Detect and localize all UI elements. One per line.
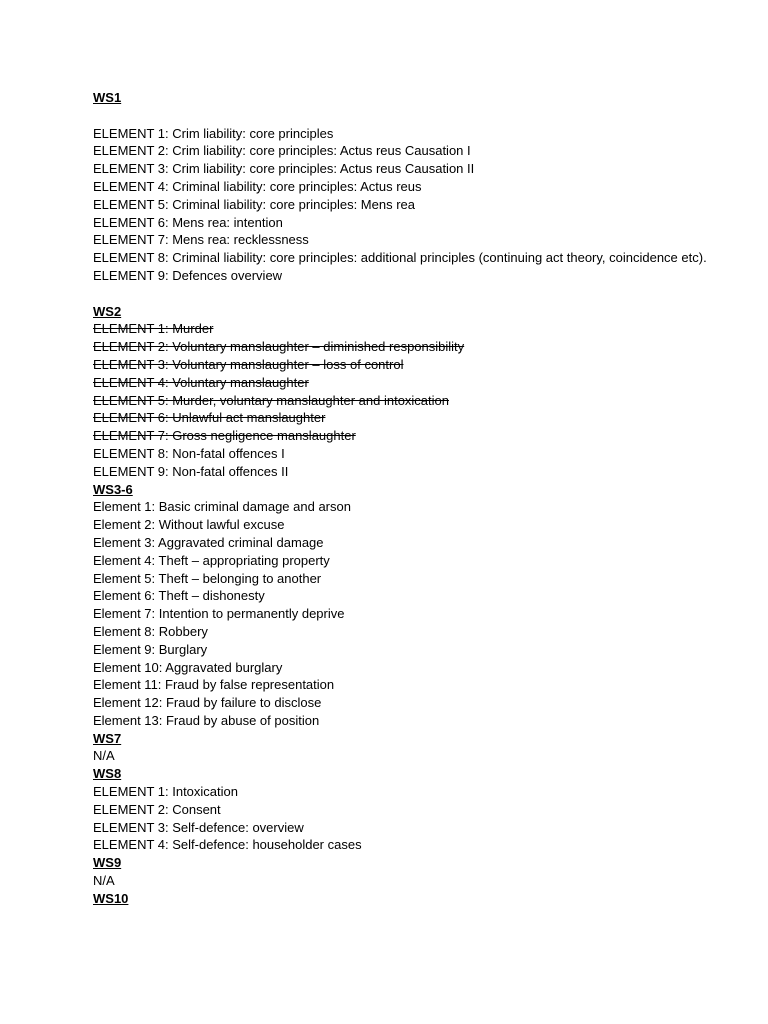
section-ws8 [93, 765, 733, 854]
element-item: Element 4: Theft – appropriating property [93, 552, 330, 568]
element-item: Element 7: Intention to permanently deprive [93, 606, 345, 622]
element-item: Element 2: Without lawful excuse [93, 517, 285, 533]
struck-element-item: ELEMENT 6: Unlawful act manslaughter [93, 410, 326, 426]
struck-element-item: ELEMENT 5: Murder, voluntary manslaughter and intoxication [93, 392, 449, 408]
element-item: ELEMENT 4: Criminal liability: core principles: Actus reus [93, 178, 422, 194]
element-item: ELEMENT 4: Self-defence: householder cases [93, 837, 362, 853]
struck-element-item: ELEMENT 4: Voluntary manslaughter [93, 374, 309, 390]
element-item: ELEMENT 8: Non-fatal offences I [93, 445, 285, 461]
element-item: ELEMENT 2: Consent [93, 801, 221, 817]
element-item: N/A [93, 873, 115, 889]
element-item: ELEMENT 3: Crim liability: core principles: Actus reus Causation II [93, 161, 475, 177]
struck-element-item: ELEMENT 3: Voluntary manslaughter – loss of control [93, 356, 404, 372]
element-item: N/A [93, 748, 115, 764]
section-heading: WS2 [93, 303, 122, 319]
section-heading: WS8 [93, 766, 122, 782]
element-item: ELEMENT 1: Intoxication [93, 784, 238, 800]
section-ws1 [93, 89, 733, 285]
element-item: Element 13: Fraud by abuse of position [93, 712, 320, 728]
element-item: ELEMENT 3: Self-defence: overview [93, 819, 304, 835]
element-item: ELEMENT 8: Criminal liability: core principles: additional principles (continuing act theory, coincidence etc). [93, 250, 707, 266]
section-ws3-6 [93, 481, 733, 730]
struck-element-item: ELEMENT 1: Murder [93, 321, 214, 337]
document-body [93, 89, 733, 908]
struck-element-item: ELEMENT 2: Voluntary manslaughter – diminished responsibility [93, 339, 465, 355]
element-item: ELEMENT 7: Mens rea: recklessness [93, 232, 309, 248]
element-item: Element 1: Basic criminal damage and arson [93, 499, 351, 515]
element-item: Element 11: Fraud by false representation [93, 677, 335, 693]
element-item: ELEMENT 1: Crim liability: core principles [93, 125, 334, 141]
section-ws10 [93, 890, 733, 908]
element-item: Element 9: Burglary [93, 641, 208, 657]
section-heading: WS1 [93, 90, 122, 105]
section-ws7 [93, 730, 733, 766]
section-heading: WS10 [93, 890, 129, 906]
element-item: Element 6: Theft – dishonesty [93, 588, 265, 604]
section-ws2 [93, 303, 733, 481]
struck-element-item: ELEMENT 7: Gross negligence manslaughter [93, 428, 356, 444]
element-item: ELEMENT 9: Non-fatal offences II [93, 463, 289, 479]
element-item: Element 12: Fraud by failure to disclose [93, 695, 322, 711]
element-item: Element 3: Aggravated criminal damage [93, 534, 324, 550]
section-heading: WS9 [93, 855, 122, 871]
section-heading: WS3-6 [93, 481, 133, 497]
element-item: Element 10: Aggravated burglary [93, 659, 283, 675]
element-item: ELEMENT 6: Mens rea: intention [93, 214, 283, 230]
element-item: Element 8: Robbery [93, 623, 208, 639]
element-item: ELEMENT 5: Criminal liability: core principles: Mens rea [93, 196, 415, 212]
element-item: ELEMENT 9: Defences overview [93, 267, 283, 283]
section-ws9 [93, 854, 733, 890]
section-heading: WS7 [93, 730, 122, 746]
element-item: ELEMENT 2: Crim liability: core principles: Actus reus Causation I [93, 143, 471, 159]
element-item: Element 5: Theft – belonging to another [93, 570, 322, 586]
